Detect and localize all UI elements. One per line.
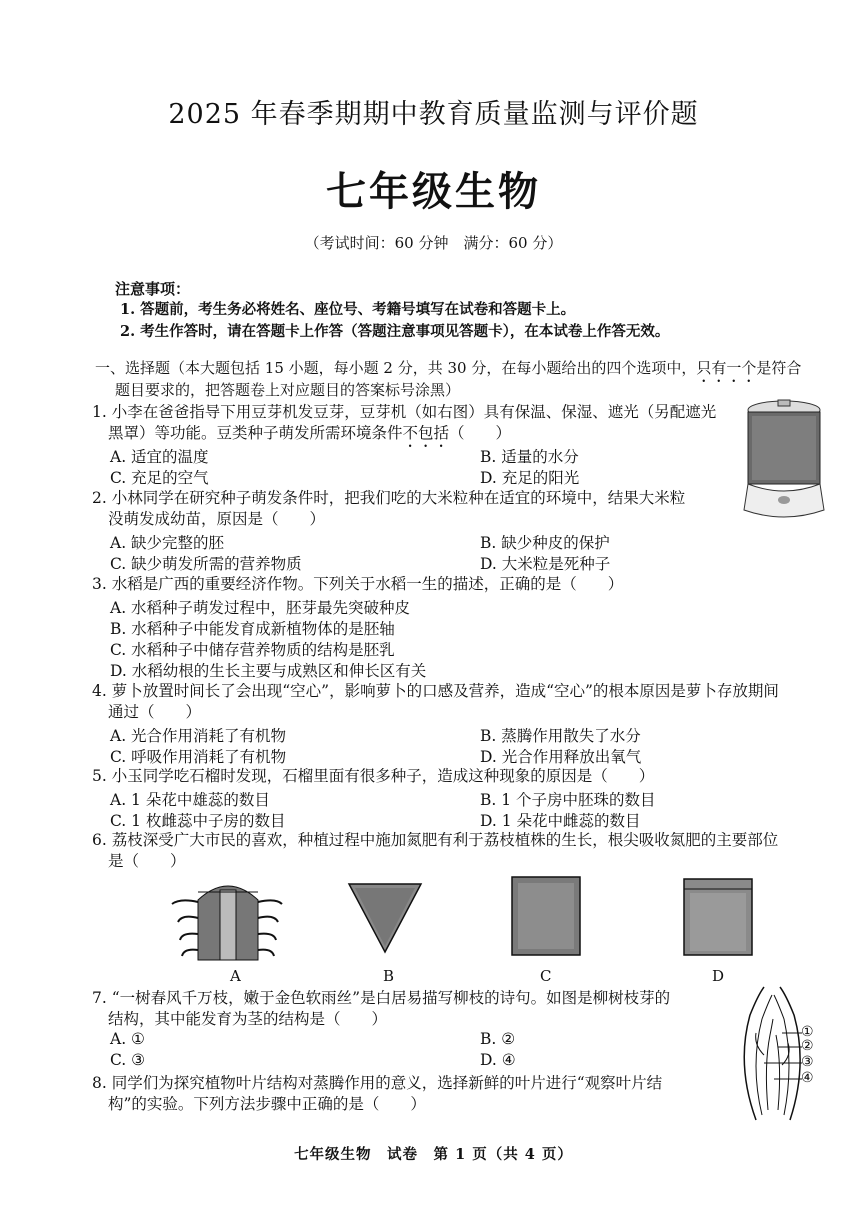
- section-heading-a: 一、选择题（本大题包括 15 小题，每小题 2 分，共 30 分，在每小题给出的四个选项中，: [95, 359, 697, 377]
- q6-stem-line1: 6. 荔枝深受广大市民的喜欢，种植过程中施加氮肥有利于荔枝植株的生长，根尖吸收氮肥的主要部位: [92, 831, 779, 849]
- bud-callout-2: ②: [801, 1038, 814, 1054]
- subject-title: 七年级生物: [326, 168, 541, 215]
- exam-title: 2025 年春季期期中教育质量监测与评价题: [168, 99, 699, 130]
- q3-stem: 3. 水稻是广西的重要经济作物。下列关于水稻一生的描述，正确的是（ ）: [92, 575, 624, 593]
- bud-callout-4: ④: [801, 1070, 814, 1086]
- q2-stem-line2: 没萌发成幼苗，原因是（ ）: [108, 510, 326, 528]
- q5-option-d: D. 1 朵花中雌蕊的数目: [480, 812, 641, 830]
- q1-stem-b: （ ）: [449, 424, 512, 442]
- q8-stem-line2: 构”的实验。下列方法步骤中正确的是（ ）: [108, 1095, 426, 1113]
- q7-stem-line1: 7. “一树春风千万枝，嫩于金色软雨丝”是白居易描写柳枝的诗句。如图是柳树枝芽的: [92, 989, 671, 1007]
- q6-stem-line2: 是（ ）: [108, 852, 186, 870]
- notice-item-1: 1. 答题前，考生务必将姓名、座位号、考籍号填写在试卷和答题卡上。: [120, 301, 576, 318]
- q5-option-c: C. 1 枚雌蕊中子房的数目: [110, 812, 286, 830]
- q1-option-a: A. 适宜的温度: [110, 448, 209, 466]
- bud-callout-3: ③: [801, 1054, 814, 1070]
- q8-stem-line1: 8. 同学们为探究植物叶片结构对蒸腾作用的意义，选择新鲜的叶片进行“观察叶片结: [92, 1074, 663, 1092]
- q2-option-c: C. 缺少萌发所需的营养物质: [110, 555, 302, 573]
- elongation-zone-figure-c: [508, 873, 584, 959]
- section-heading-emphasis: 只有一个: [696, 359, 757, 377]
- q3-option-a: A. 水稻种子萌发过程中，胚芽最先突破种皮: [110, 599, 411, 617]
- q7-option-c: C. ③: [110, 1051, 146, 1069]
- q5-option-a: A. 1 朵花中雄蕊的数目: [110, 791, 270, 809]
- section-heading-line2: 题目要求的，把答题卷上对应题目的答案标号涂黑）: [115, 381, 461, 399]
- notice-heading: 注意事项：: [115, 280, 191, 298]
- q3-option-b: B. 水稻种子中能发育成新植物体的是胚轴: [110, 620, 395, 638]
- q4-stem-line2: 通过（ ）: [108, 703, 202, 721]
- q6-figure-label-a: A: [230, 967, 241, 985]
- q7-option-d: D. ④: [480, 1051, 516, 1069]
- q4-option-d: D. 光合作用释放出氧气: [480, 748, 642, 766]
- q2-option-b: B. 缺少种皮的保护: [480, 534, 610, 552]
- root-cap-figure-a: [168, 870, 288, 965]
- q1-stem-line1: 1. 小李在爸爸指导下用豆芽机发豆芽，豆芽机（如右图）具有保温、保湿、遮光（另配遮光: [92, 403, 717, 421]
- q1-option-c: C. 充足的空气: [110, 469, 209, 487]
- q1-option-d: D. 充足的阳光: [480, 469, 580, 487]
- q4-option-a: A. 光合作用消耗了有机物: [110, 727, 287, 745]
- q2-option-a: A. 缺少完整的胚: [110, 534, 225, 552]
- q1-option-b: B. 适量的水分: [480, 448, 579, 466]
- q2-stem-line1: 2. 小林同学在研究种子萌发条件时，把我们吃的大米粒种在适宜的环境中，结果大米粒: [92, 489, 686, 507]
- q6-figure-label-b: B: [383, 967, 395, 985]
- q3-option-c: C. 水稻种子中储存营养物质的结构是胚乳: [110, 641, 395, 659]
- meristem-zone-figure-d: [680, 875, 756, 959]
- q7-stem-line2: 结构，其中能发育为茎的结构是（ ）: [108, 1010, 388, 1028]
- q4-option-c: C. 呼吸作用消耗了有机物: [110, 748, 287, 766]
- page-footer: 七年级生物 试卷 第 1 页（共 4 页）: [294, 1146, 573, 1163]
- q4-stem-line1: 4. 萝卜放置时间长了会出现“空心”，影响萝卜的口感及营养，造成“空心”的根本原因是萝卜存放期间: [92, 682, 779, 700]
- q3-option-d: D. 水稻幼根的生长主要与成熟区和伸长区有关: [110, 662, 427, 680]
- notice-item-2: 2. 考生作答时，请在答题卡上作答（答题注意事项见答题卡），在本试卷上作答无效。: [120, 323, 670, 340]
- q7-option-a: A. ①: [110, 1030, 145, 1048]
- sprouting-machine-image: [738, 398, 830, 526]
- q6-figure-label-c: C: [540, 967, 552, 985]
- q6-figure-label-d: D: [712, 967, 725, 985]
- q2-option-d: D. 大米粒是死种子: [480, 555, 611, 573]
- q5-stem: 5. 小玉同学吃石榴时发现，石榴里面有很多种子，造成这种现象的原因是（ ）: [92, 767, 655, 785]
- q1-stem-a: 黑罩）等功能。豆类种子萌发所需环境条件: [108, 424, 403, 442]
- bud-callout-1: ①: [801, 1024, 814, 1040]
- q7-option-b: B. ②: [480, 1030, 516, 1048]
- root-cap-figure-b: [345, 880, 425, 955]
- q1-stem-emphasis: 不包括: [402, 424, 450, 442]
- exam-info: （考试时间：60 分钟 满分：60 分）: [304, 234, 563, 252]
- q4-option-b: B. 蒸腾作用散失了水分: [480, 727, 641, 745]
- q5-option-b: B. 1 个子房中胚珠的数目: [480, 791, 656, 809]
- section-heading-b: 是符合: [756, 359, 802, 377]
